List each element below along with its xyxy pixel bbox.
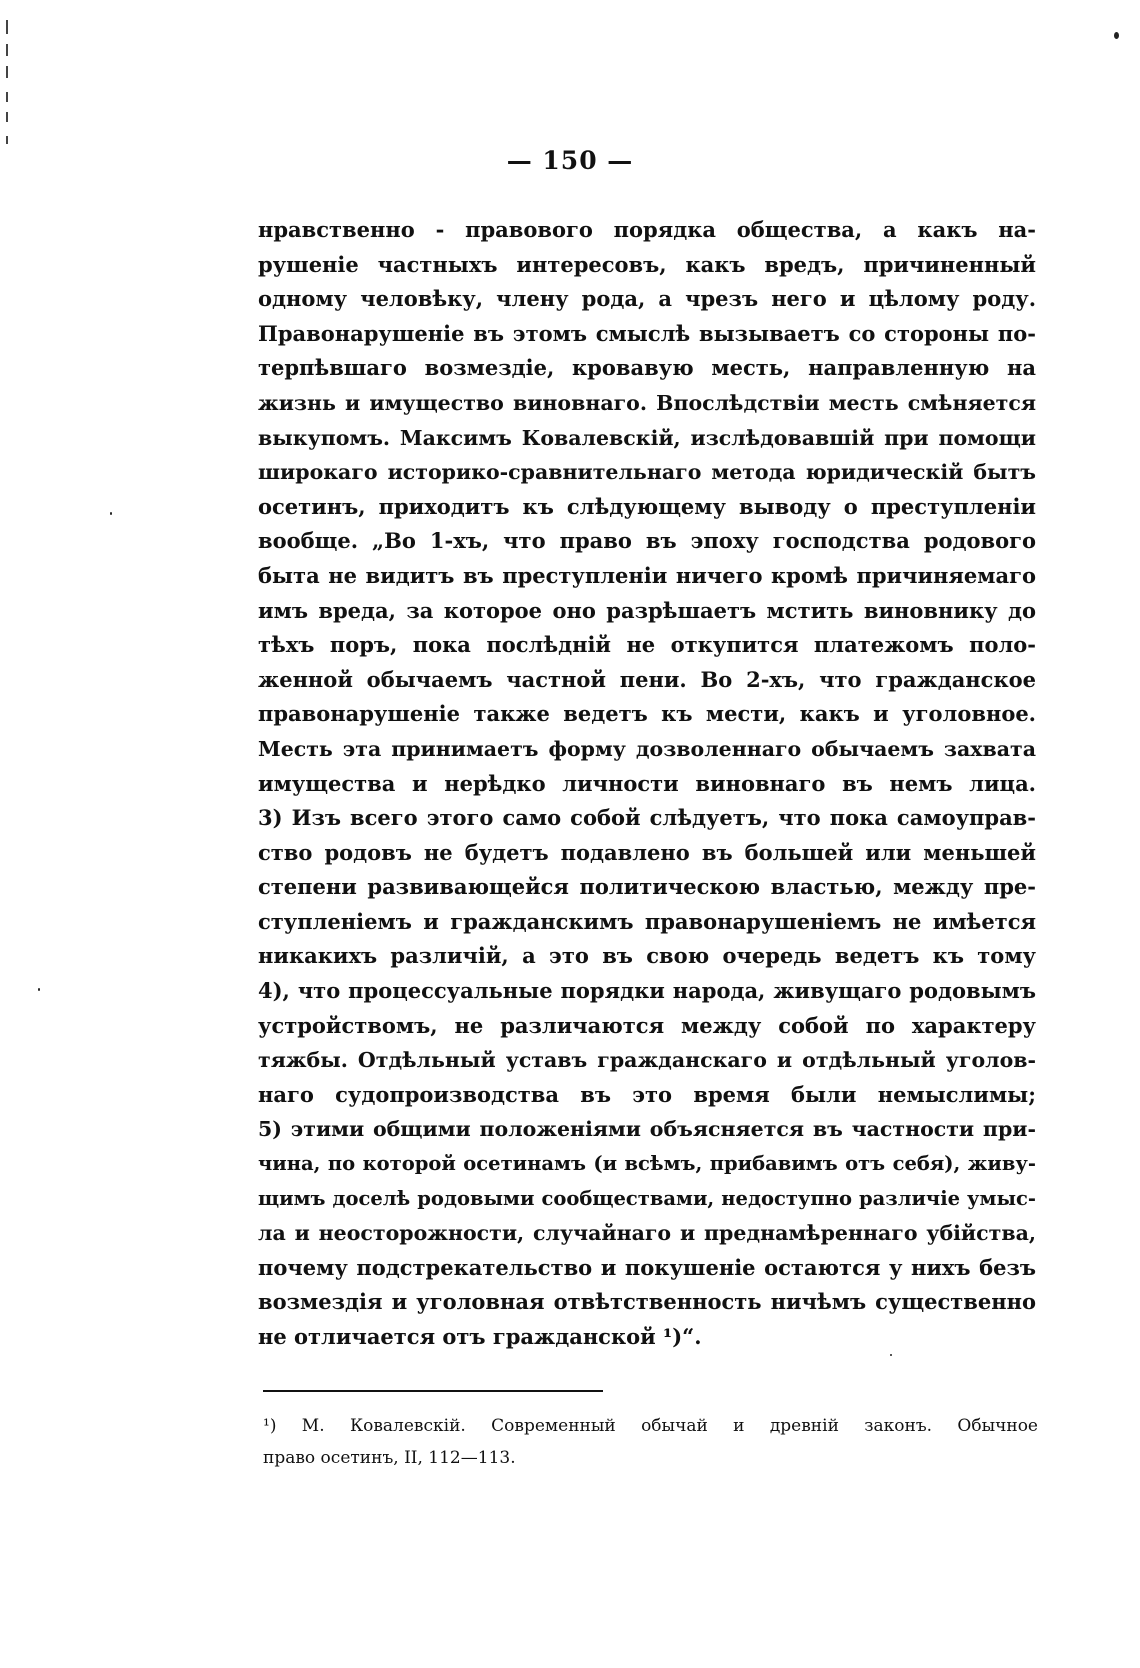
text-line: выкупомъ. Максимъ Ковалевскій, изслѣдовавшій при помощи — [258, 425, 1036, 450]
page-number: — 150 — — [506, 146, 634, 175]
text-line: быта не видитъ въ преступленіи ничего кромѣ причиняемаго — [258, 562, 1036, 588]
text-line: никакихъ различій, а это въ свою очередь ведетъ къ тому — [258, 943, 1036, 969]
text-line: нравственно - правового порядка общества, а какъ на- — [258, 217, 1036, 242]
footnote — [263, 1410, 1038, 1474]
speck — [110, 512, 112, 515]
text-line: возмездія и уголовная отвѣтственность ничѣмъ существенно — [258, 1289, 1036, 1315]
text-line: жизнь и имущество виновнаго. Впослѣдствіи месть смѣняется — [258, 390, 1036, 415]
footnote-line: право осетинъ, II, 112—113. — [263, 1448, 516, 1468]
text-line: устройствомъ, не различаются между собой по характеру — [258, 1012, 1036, 1038]
margin-mark — [6, 112, 8, 122]
text-line: 4), что процессуальные порядки народа, живущаго родовымъ — [258, 978, 1036, 1004]
text-line: не отличается отъ гражданской ¹)“. — [258, 1324, 702, 1349]
margin-mark — [6, 20, 8, 34]
text-line: степени развивающейся политическою властью, между пре- — [258, 874, 1036, 900]
margin-mark — [6, 66, 8, 78]
text-line: Месть эта принимаетъ форму дозволеннаго обычаемъ захвата — [258, 736, 1036, 761]
text-line: одному человѣку, члену рода, а чрезъ него и цѣлому роду. — [258, 286, 1036, 312]
speck — [1114, 32, 1119, 39]
body-text — [258, 213, 1036, 1355]
footnote-line: ¹) М. Ковалевскій. Современный обычай и древній законъ. Обычное — [263, 1416, 1038, 1436]
text-line: 5) этими общими положеніями объясняется въ частности при- — [258, 1117, 1036, 1142]
text-line: вообще. „Во 1-хъ, что право въ эпоху господства родового — [258, 528, 1036, 554]
text-line: женной обычаемъ частной пени. Во 2-хъ, что гражданское — [258, 666, 1036, 692]
text-line: ла и неосторожности, случайнаго и преднамѣреннаго убійства, — [258, 1221, 1036, 1246]
text-line: ступленіемъ и гражданскимъ правонарушеніемъ не имѣется — [258, 908, 1036, 934]
text-line: 3) Изъ всего этого само собой слѣдуетъ, что пока самоупрaв- — [258, 805, 1036, 831]
text-line: ство родовъ не будетъ подавлено въ большей или меньшей — [258, 839, 1036, 865]
text-line: имущества и нерѣдко личности виновнаго въ немъ лица. — [258, 770, 1036, 796]
text-line: правонарушеніе также ведетъ къ мести, какъ и уголовное. — [258, 701, 1036, 727]
footnote-rule — [263, 1390, 603, 1392]
text-line: терпѣвшаго возмездіе, кровавую месть, направленную на — [258, 355, 1036, 381]
text-line: Правонарушеніе въ этомъ смыслѣ вызываетъ со стороны по- — [258, 320, 1036, 346]
text-line: имъ вреда, за которое оно разрѣшаетъ мстить виновнику до — [258, 597, 1036, 623]
text-line: наго судопроизводства въ это время были немыслимы; — [258, 1081, 1036, 1107]
text-line: осетинъ, приходитъ къ слѣдующему выводу о преступленіи — [258, 493, 1036, 519]
text-line: широкаго историко-сравнительнаго метода юридическій бытъ — [258, 460, 1036, 485]
text-line: тяжбы. Отдѣльный уставъ гражданскаго и отдѣльный уголов- — [258, 1048, 1036, 1073]
margin-mark — [6, 92, 8, 102]
text-line: тѣхъ поръ, пока послѣдній не откупится платежомъ поло- — [258, 632, 1036, 658]
text-line: рушеніе частныхъ интересовъ, какъ вредъ, причиненный — [258, 251, 1036, 277]
text-line: щимъ доселѣ родовыми сообществами, недоступно различіе умыс- — [258, 1186, 1036, 1210]
margin-mark — [6, 44, 8, 56]
text-line: почему подстрекательство и покушеніе остаются у нихъ безъ — [258, 1254, 1036, 1280]
margin-mark — [6, 136, 8, 144]
speck — [38, 988, 40, 991]
text-line: чина, по которой осетинамъ (и всѣмъ, прибавимъ отъ себя), живу- — [258, 1152, 1036, 1176]
